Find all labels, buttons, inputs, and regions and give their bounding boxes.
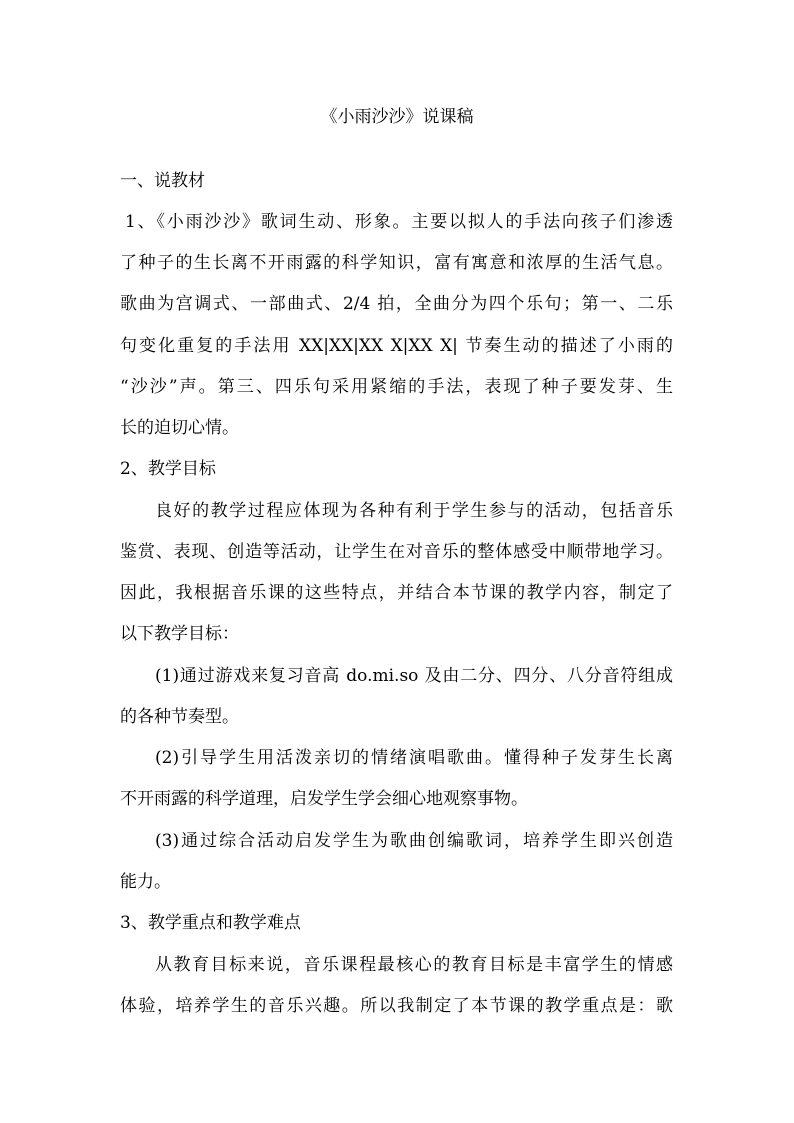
paragraph-line: 的各种节奏型。 [120,707,239,727]
document-title: 《小雨沙沙》说课稿 [320,107,474,127]
paragraph-line: 歌曲为宫调式、一部曲式、2/4 拍，全曲分为四个乐句；第一、二乐 [120,294,673,314]
paragraph-line: “沙沙”声。第三、四乐句采用紧缩的手法，表现了种子要发芽、生 [120,377,673,397]
heading-teaching-material: 一、说教材 [120,171,205,191]
paragraph-line: 良好的教学过程应体现为各种有利于学生参与的活动，包括音乐 [155,501,673,521]
paragraph-line: 能力。 [120,872,171,892]
paragraph-line: 长的迫切心情。 [120,418,239,438]
paragraph-line: 1、《小雨沙沙》歌词生动、形象。主要以拟人的手法向孩子们渗透 [125,212,673,232]
paragraph-line: 从教育目标来说，音乐课程最核心的教育目标是丰富学生的情感 [155,955,673,975]
goal-item-3: (3)通过综合活动启发学生为歌曲创编歌词，培养学生即兴创造 [155,831,673,851]
paragraph-line: 鉴赏、表现、创造等活动，让学生在对音乐的整体感受中顺带地学习。 [120,542,673,562]
paragraph-line: 因此，我根据音乐课的这些特点，并结合本节课的教学内容，制定了 [120,583,673,603]
paragraph-line: 了种子的生长离不开雨露的科学知识，富有寓意和浓厚的生活气息。 [120,253,673,273]
heading-key-points: 3、教学重点和教学难点 [120,913,301,933]
heading-teaching-goals: 2、教学目标 [120,459,216,479]
goal-item-1: (1)通过游戏来复习音高 do.mi.so 及由二分、四分、八分音符组成 [155,666,673,686]
paragraph-line: 不开雨露的科学道理，启发学生学会细心地观察事物。 [120,789,528,809]
goal-item-2: (2)引导学生用活泼亲切的情绪演唱歌曲。懂得种子发芽生长离 [155,748,673,768]
paragraph-line: 以下教学目标： [120,624,239,644]
paragraph-line: 句变化重复的手法用 XX|XX|XX X|XX X| 节奏生动的描述了小雨的 [120,336,673,356]
paragraph-line: 体验，培养学生的音乐兴趣。所以我制定了本节课的教学重点是：歌 [120,996,673,1016]
